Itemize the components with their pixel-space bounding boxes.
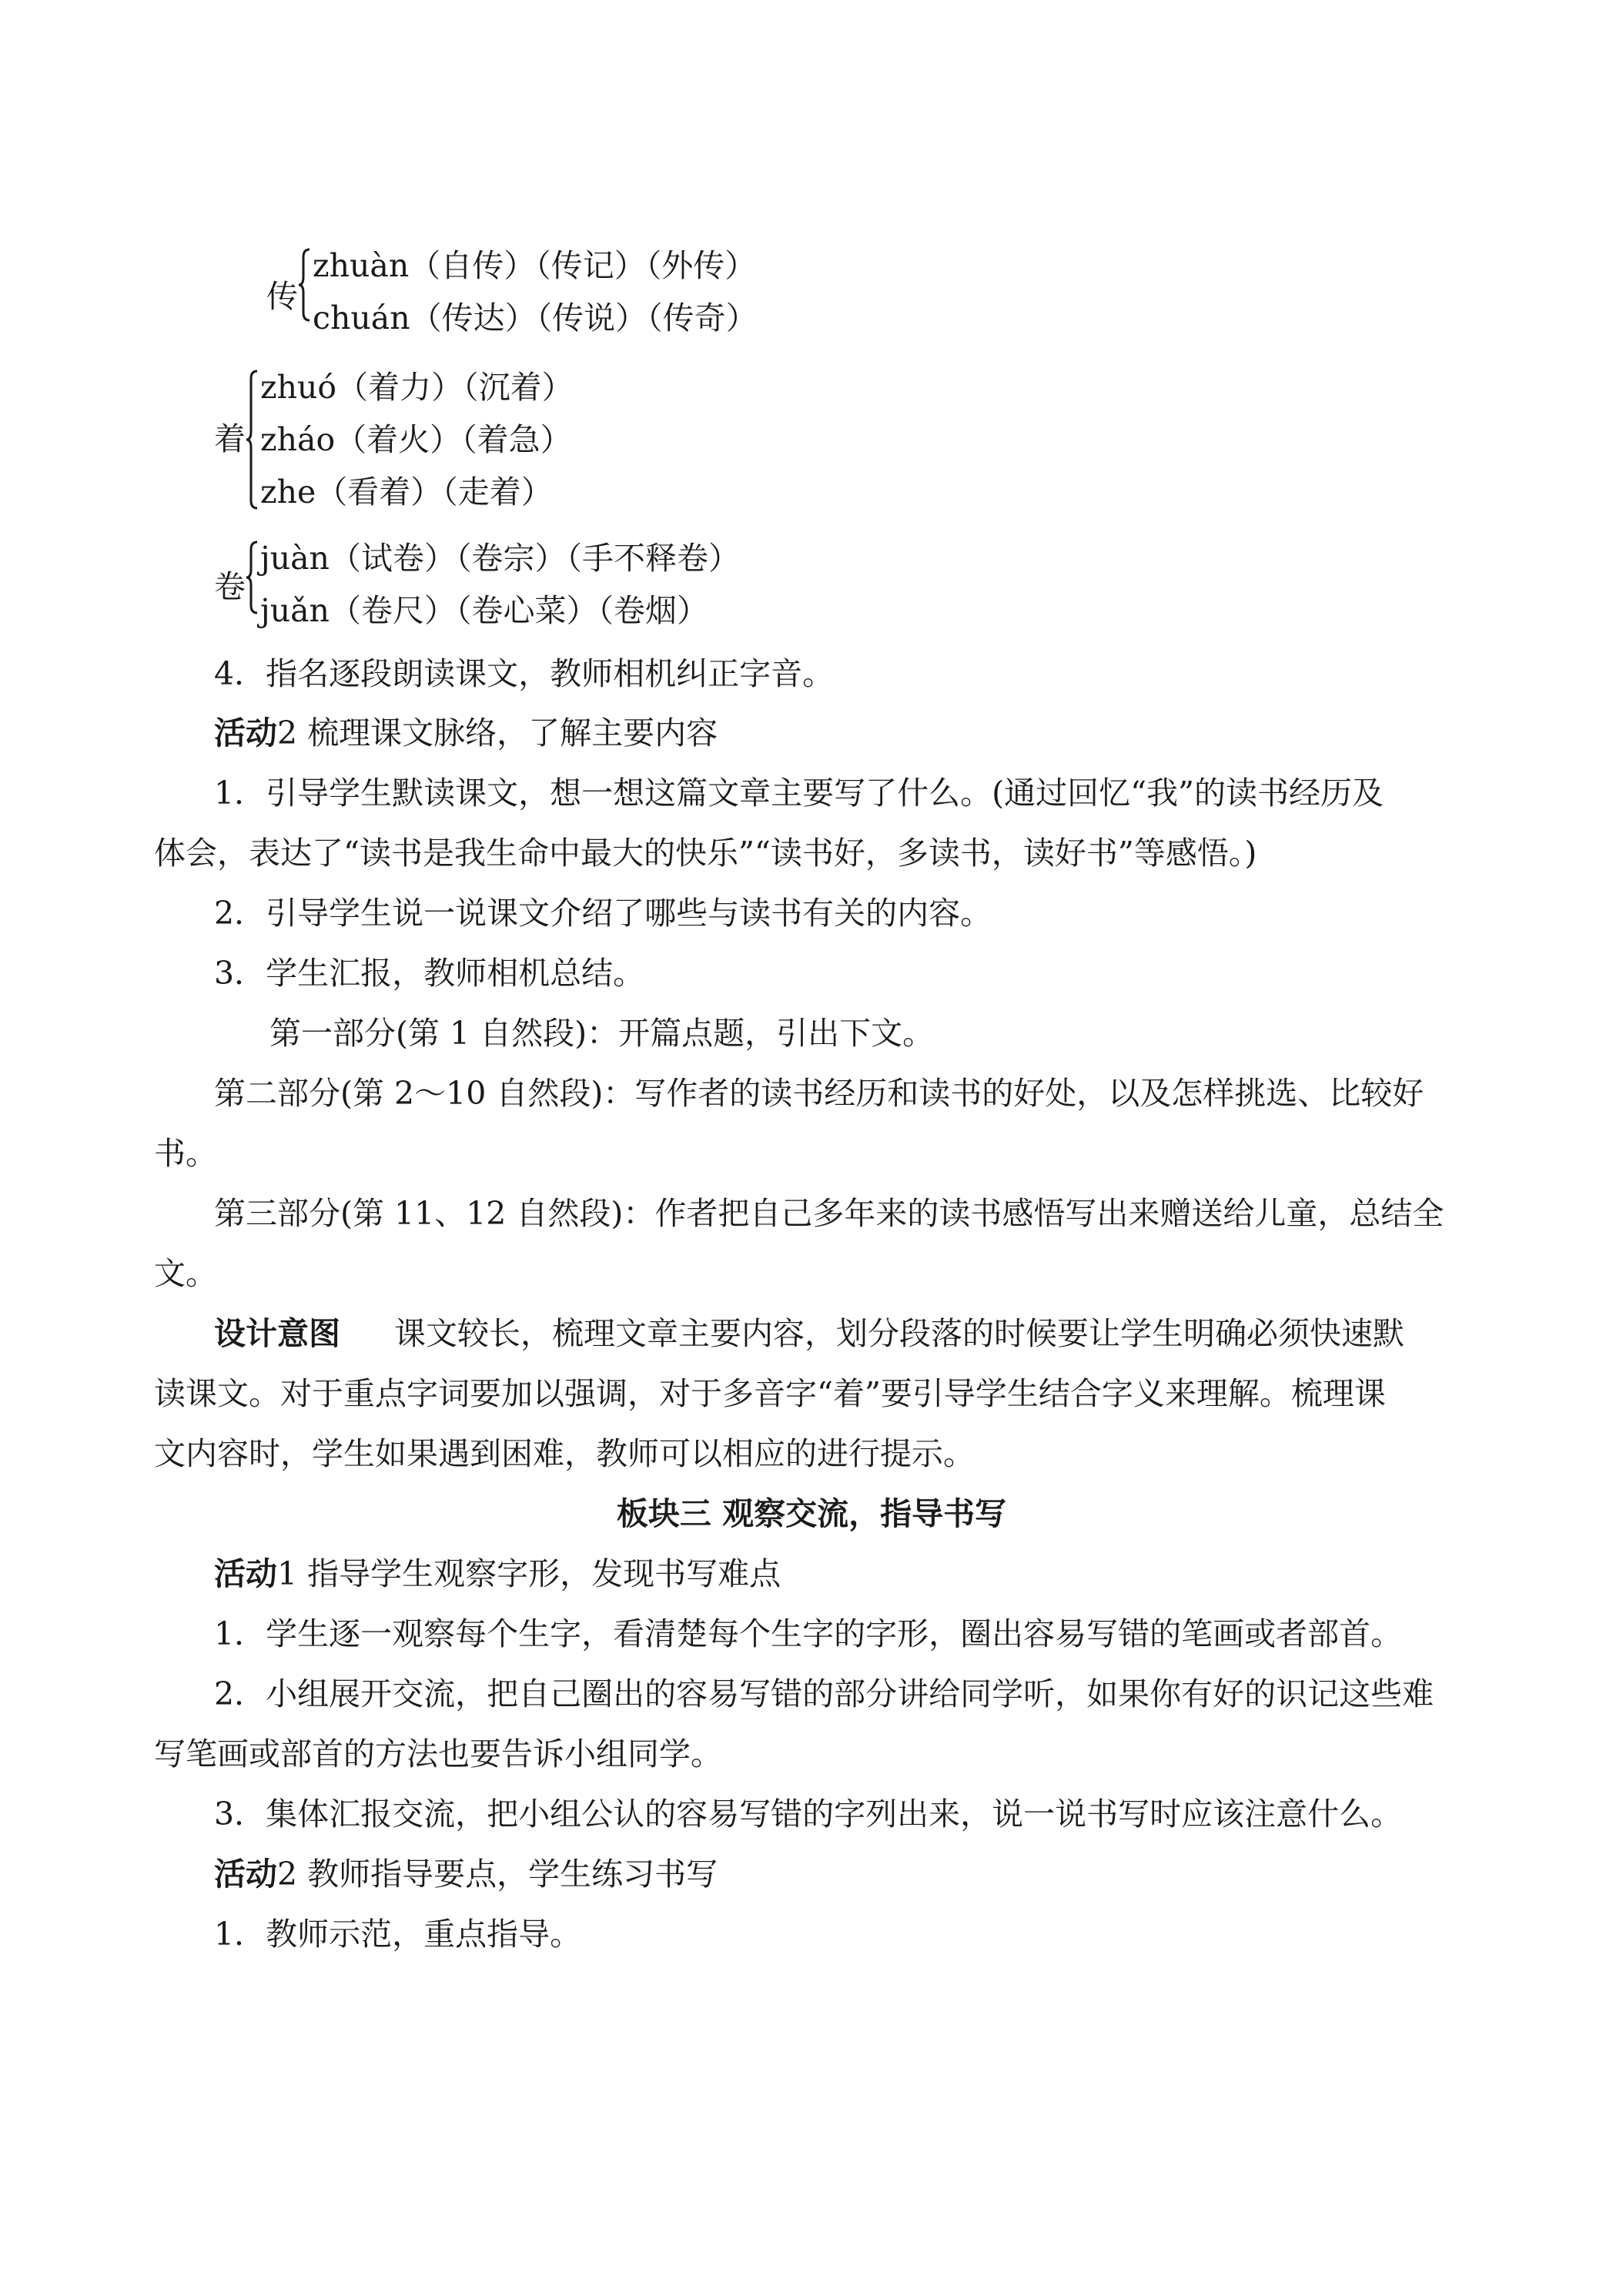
paragraph-line: 2．小组展开交流，把自己圈出的容易写错的部分讲给同学听，如果你有好的识记这些难 (214, 1675, 1434, 1712)
paragraph-line: 3．集体汇报交流，把小组公认的容易写错的字列出来，说一说书写时应该注意什么。 (214, 1796, 1403, 1832)
part-1: 第一部分(第 1 自然段)：开篇点题，引出下文。 (269, 1015, 935, 1052)
design-intent-line: 文内容时，学生如果遇到困难，教师可以相应的进行提示。 (154, 1435, 975, 1472)
activity-label: 活动 (214, 715, 277, 751)
paragraph-line: 写笔画或部首的方法也要告诉小组同学。 (154, 1735, 722, 1772)
polyphone-reading: juàn（试卷）（卷宗）（手不释卷） (260, 540, 740, 577)
section-title: 板块三 观察交流，指导书写 (616, 1495, 1007, 1532)
brace-icon (245, 539, 260, 616)
activity-label: 活动 (214, 1555, 277, 1592)
paragraph-line: 1．学生逐一观察每个生字，看清楚每个生字的字形，圈出容易写错的笔画或者部首。 (214, 1615, 1403, 1652)
step-4: 4．指名逐段朗读课文，教师相机纠正字音。 (214, 655, 835, 692)
paragraph-line: 1．教师示范，重点指导。 (214, 1916, 582, 1953)
polyphone-reading: zhuàn（自传）（传记）（外传） (313, 247, 757, 284)
polyphone-char-juan: 卷 (214, 568, 246, 605)
design-intent-line (214, 1314, 1404, 1353)
activity-heading (214, 1555, 781, 1593)
brace-icon (245, 368, 260, 511)
polyphone-reading: zhuó（着力）（沉着） (260, 369, 574, 406)
activity-text: 1 指导学生观察字形，发现书写难点 (277, 1555, 781, 1592)
paragraph-line: 2．引导学生说一说课文介绍了哪些与读书有关的内容。 (214, 895, 992, 932)
activity-heading (214, 714, 718, 752)
paragraph-line: 3．学生汇报，教师相机总结。 (214, 955, 645, 992)
part-3-line: 第三部分(第 11、12 自然段)：作者把自己多年来的读书感悟写出来赠送给儿童，总结全 (214, 1195, 1444, 1232)
polyphone-reading: zhe（看着）（走着） (260, 474, 553, 510)
part-3-line: 文。 (154, 1255, 217, 1292)
polyphone-reading: zháo（着火）（着急） (260, 421, 572, 458)
design-intent-line: 读课文。对于重点字词要加以强调，对于多音字“着”要引导学生结合字义来理解。梳理课 (154, 1375, 1386, 1412)
paragraph-line: 体会，表达了“读书是我生命中最大的快乐”“读书好，多读书，读好书”等感悟。) (154, 835, 1257, 872)
design-intent-text: 课文较长，梳理文章主要内容，划分段落的时候要让学生明确必须快速默 (394, 1315, 1404, 1352)
part-2-line: 书。 (154, 1135, 217, 1172)
brace-icon (297, 246, 313, 323)
polyphone-reading: chuán（传达）（传说）（传奇） (313, 300, 758, 336)
polyphone-reading: juǎn（卷尺）（卷心菜）（卷烟） (260, 592, 708, 629)
design-intent-label: 设计意图 (214, 1315, 340, 1352)
part-2-line: 第二部分(第 2～10 自然段)：写作者的读书经历和读书的好处，以及怎样挑选、比较好 (214, 1075, 1424, 1112)
activity-label: 活动 (214, 1856, 277, 1893)
paragraph-line: 1．引导学生默读课文，想一想这篇文章主要写了什么。(通过回忆“我”的读书经历及 (214, 775, 1384, 812)
polyphone-char-chuan: 传 (266, 278, 298, 315)
activity-text: 2 梳理课文脉络，了解主要内容 (277, 715, 718, 751)
activity-heading (214, 1855, 718, 1893)
activity-text: 2 教师指导要点，学生练习书写 (277, 1856, 718, 1893)
polyphone-char-zhe: 着 (214, 420, 246, 457)
